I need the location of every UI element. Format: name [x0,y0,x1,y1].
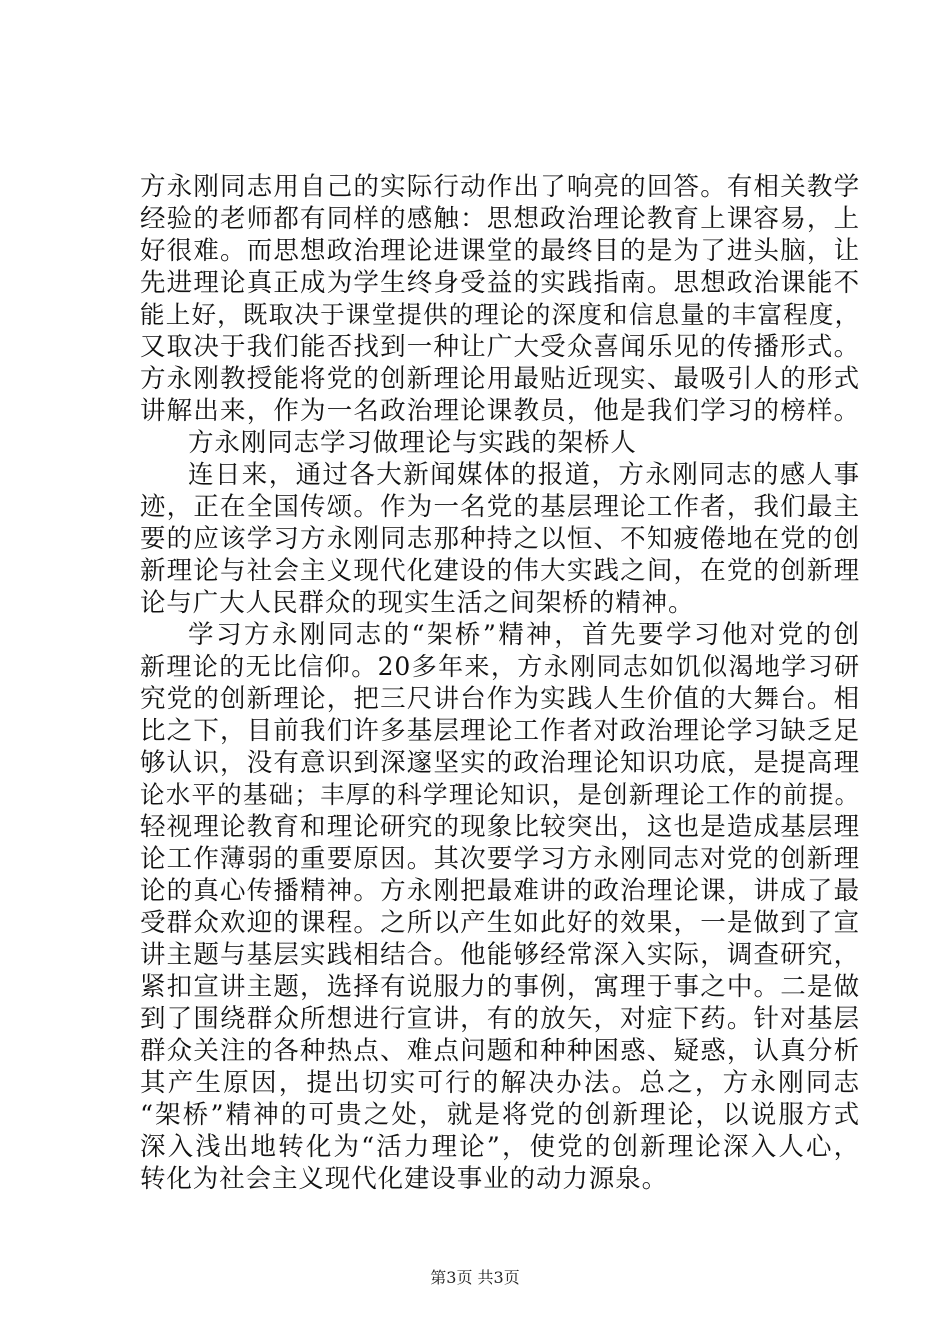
text-line: 转化为社会主义现代化建设事业的动力源泉。 [140,1164,669,1194]
text-line: 讲主题与基层实践相结合。他能够经常深入实际，调查研究， [140,940,860,970]
text-line: 新理论的无比信仰。20多年来，方永刚同志如饥似渴地学习研 [140,652,860,681]
page-footer: 第3页 共3页 [430,1268,520,1287]
text-line: 论与广大人民群众的现实生活之间架桥的精神。 [140,588,695,618]
text-line: 讲解出来，作为一名政治理论课教员，他是我们学习的榜样。 [140,396,860,426]
text-line: 学习方永刚同志的“架桥”精神，首先要学习他对党的创 [188,620,860,650]
text-line: 方永刚同志用自己的实际行动作出了响亮的回答。有相关教学 [140,172,860,202]
text-line: 到了围绕群众所想进行宣讲，有的放矢，对症下药。针对基层 [140,1004,860,1034]
text-line: 又取决于我们能否找到一种让广大受众喜闻乐见的传播形式。 [140,332,860,362]
text-line: 要的应该学习方永刚同志那种持之以恒、不知疲倦地在党的创 [140,524,860,554]
document-body [140,171,860,1195]
text-line: 迹，正在全国传颂。作为一名党的基层理论工作者，我们最主 [140,492,860,522]
text-line: 其产生原因，提出切实可行的解决办法。总之，方永刚同志 [140,1068,860,1098]
section-heading: 方永刚同志学习做理论与实践的架桥人 [188,428,637,458]
text-line: 轻视理论教育和理论研究的现象比较突出，这也是造成基层理 [140,812,860,842]
text-line: 新理论与社会主义现代化建设的伟大实践之间，在党的创新理 [140,556,860,586]
text-line: 比之下，目前我们许多基层理论工作者对政治理论学习缺乏足 [140,716,860,746]
text-line: 能上好，既取决于课堂提供的理论的深度和信息量的丰富程度， [140,300,860,329]
text-line: 群众关注的各种热点、难点问题和种种困惑、疑惑，认真分析 [140,1036,860,1066]
text-line: 论工作薄弱的重要原因。其次要学习方永刚同志对党的创新理 [140,844,860,874]
text-line: 够认识，没有意识到深邃坚实的政治理论知识功底，是提高理 [140,748,860,778]
text-line: 深入浅出地转化为“活力理论”，使党的创新理论深入人心， [140,1132,860,1162]
text-line: 先进理论真正成为学生终身受益的实践指南。思想政治课能不 [140,268,860,298]
text-line: “架桥”精神的可贵之处，就是将党的创新理论，以说服方式 [140,1100,860,1130]
text-line: 方永刚教授能将党的创新理论用最贴近现实、最吸引人的形式 [140,364,860,394]
text-line: 论的真心传播精神。方永刚把最难讲的政治理论课，讲成了最 [140,876,860,906]
text-line: 论水平的基础；丰厚的科学理论知识，是创新理论工作的前提。 [140,780,860,809]
text-line: 究党的创新理论，把三尺讲台作为实践人生价值的大舞台。相 [140,684,860,714]
text-line: 好很难。而思想政治理论进课堂的最终目的是为了进头脑，让 [140,236,860,266]
text-line: 经验的老师都有同样的感触：思想政治理论教育上课容易，上 [140,204,860,234]
text-line: 紧扣宣讲主题，选择有说服力的事例，寓理于事之中。二是做 [140,972,860,1002]
text-line: 连日来，通过各大新闻媒体的报道，方永刚同志的感人事 [188,460,860,490]
text-line: 受群众欢迎的课程。之所以产生如此好的效果，一是做到了宣 [140,908,860,938]
